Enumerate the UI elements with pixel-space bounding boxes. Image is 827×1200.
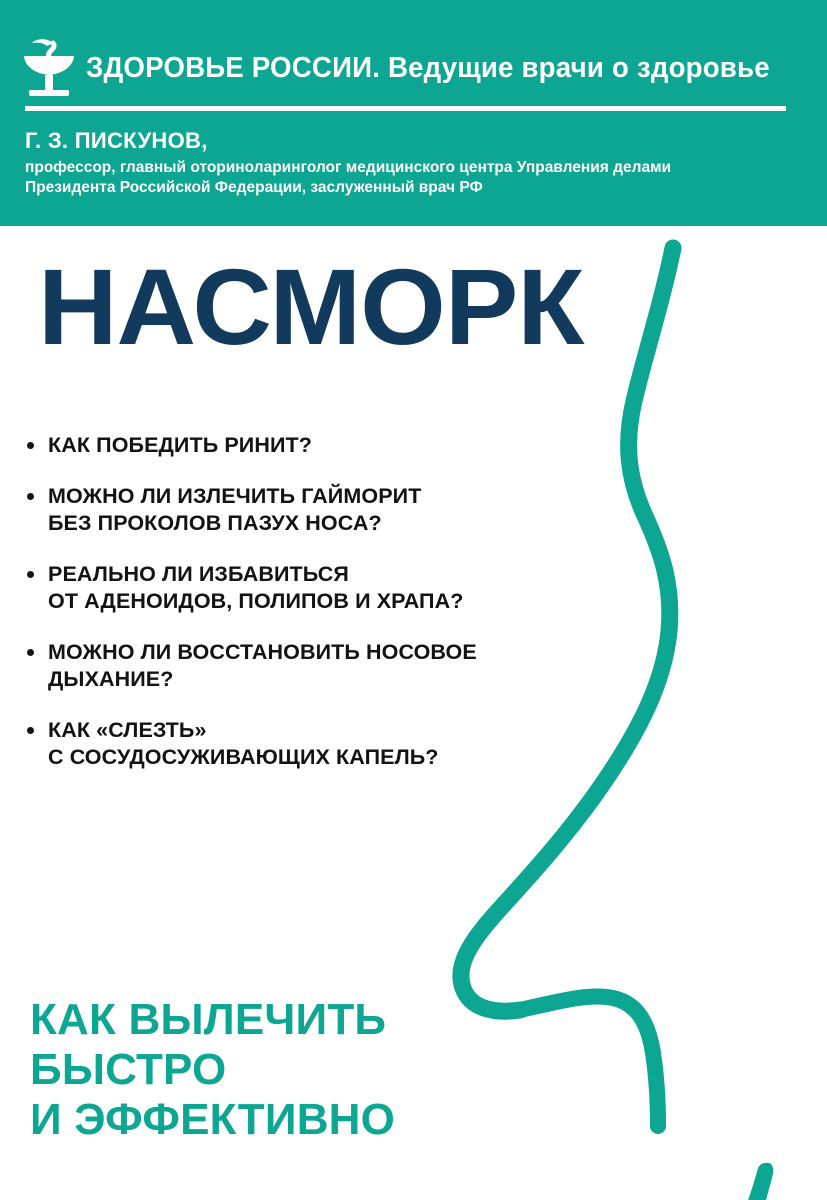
bullet-dot-icon: [27, 493, 34, 500]
bullet-dot-icon: [27, 649, 34, 656]
list-item: [22, 432, 542, 459]
bullet-line: ОТ АДЕНОИДОВ, ПОЛИПОВ И ХРАПА?: [48, 589, 464, 613]
cover-tagline: [30, 995, 395, 1145]
feature-bullet-list: [22, 432, 542, 795]
page-title: НАСМОРК: [38, 246, 584, 367]
bullet-line: КАК ПОБЕДИТЬ РИНИТ?: [48, 433, 312, 457]
bullet-line: ДЫХАНИЕ?: [48, 667, 174, 691]
bullet-line: КАК «СЛЕЗТЬ»: [48, 718, 207, 742]
list-item: [22, 483, 542, 537]
bullet-line: РЕАЛЬНО ЛИ ИЗБАВИТЬСЯ: [48, 562, 349, 586]
author-credentials-line-1: профессор, главный оториноларинголог медицинского центра Управления делами: [25, 159, 672, 176]
bullet-dot-icon: [27, 727, 34, 734]
author-credentials-line-2: Президента Российской Федерации, заслуженный врач РФ: [25, 179, 483, 196]
bowl-of-hygieia-icon: [20, 34, 78, 102]
list-item: [22, 639, 542, 693]
tagline-line-2: БЫСТРО: [30, 1045, 227, 1094]
author-name: Г. З. ПИСКУНОВ,: [25, 128, 208, 153]
author-credentials: [25, 158, 765, 198]
tagline-line-1: КАК ВЫЛЕЧИТЬ: [30, 995, 387, 1044]
header-band: [0, 0, 827, 226]
header-divider: [25, 106, 786, 111]
bullet-line: МОЖНО ЛИ ИЗЛЕЧИТЬ ГАЙМОРИТ: [48, 484, 422, 508]
bullet-dot-icon: [27, 571, 34, 578]
bullet-dot-icon: [27, 442, 34, 449]
tagline-line-3: И ЭФФЕКТИВНО: [30, 1095, 396, 1144]
series-row: [0, 34, 827, 102]
series-title: ЗДОРОВЬЕ РОССИИ. Ведущие врачи о здоровье: [86, 51, 770, 84]
bullet-line: С СОСУДОСУЖИВАЮЩИХ КАПЕЛЬ?: [48, 745, 439, 769]
list-item: [22, 561, 542, 615]
bullet-line: МОЖНО ЛИ ВОССТАНОВИТЬ НОСОВОЕ: [48, 640, 477, 664]
list-item: [22, 717, 542, 771]
bullet-line: БЕЗ ПРОКОЛОВ ПАЗУХ НОСА?: [48, 511, 382, 535]
